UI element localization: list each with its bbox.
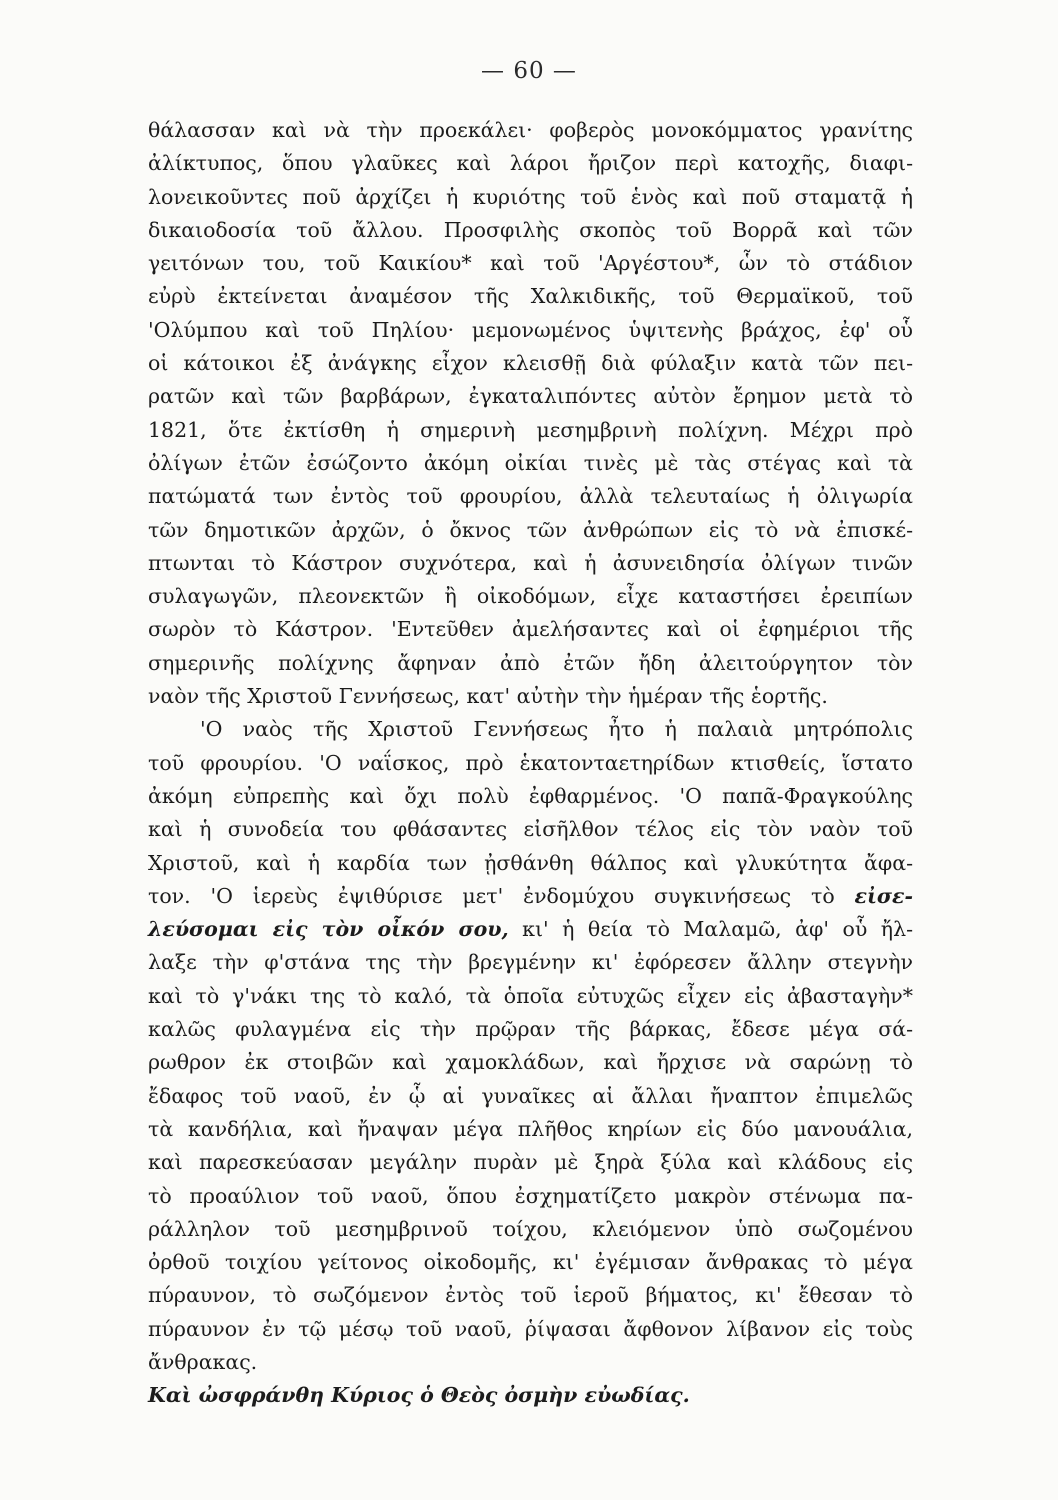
text-line: πατώματά των ἐντὸς τοῦ φρουρίου, ἀλλὰ τελευταίως ἡ ὀλιγωρία bbox=[148, 484, 913, 509]
text-line: καλῶς φυλαγμένα εἰς τὴν πρῷραν τῆς βάρκας, ἔδεσε μέγα σά- bbox=[148, 1017, 913, 1042]
text-line: ναὸν τῆς Χριστοῦ Γεννήσεως, κατ' αὐτὴν τὴν ἡμέραν τῆς ἑορτῆς. bbox=[148, 684, 828, 709]
text-line: ὀρθοῦ τοιχίου γείτονος οἰκοδομῆς, κι' ἐγέμισαν ἄνθρακας τὸ μέγα bbox=[148, 1250, 913, 1275]
text-line: καὶ ἡ συνοδεία του φθάσαντες εἰσῆλθον τέλος εἰς τὸν ναὸν τοῦ bbox=[148, 817, 913, 842]
text-line: θάλασσαν καὶ νὰ τὴν προεκάλει· φοβερὸς μονοκόμματος γρανίτης bbox=[148, 118, 913, 142]
text-line: σωρὸν τὸ Κάστρον. 'Εντεῦθεν ἀμελήσαντες καὶ οἱ ἐφημέριοι τῆς bbox=[148, 617, 913, 642]
text-line: εὐρὺ ἐκτείνεται ἀναμέσον τῆς Χαλκιδικῆς, τοῦ Θερμαϊκοῦ, τοῦ bbox=[148, 284, 913, 309]
emphasized-quote: εἰσε- bbox=[854, 883, 913, 908]
text-line: ἀλίκτυπος, ὅπου γλαῦκες καὶ λάροι ἤριζον περὶ κατοχῆς, διαφι- bbox=[148, 151, 913, 176]
text-line: ἔδαφος τοῦ ναοῦ, ἐν ᾧ αἱ γυναῖκες αἱ ἄλλαι ἤναπτον ἐπιμελῶς bbox=[148, 1083, 913, 1108]
text-line: ἀκόμη εὐπρεπὴς καὶ ὄχι πολὺ ἐφθαρμένος. 'Ο παπᾶ-Φραγκούλης bbox=[148, 783, 913, 808]
paragraph-start-line: 'Ο ναὸς τῆς Χριστοῦ Γεννήσεως ἦτο ἡ παλαιὰ μητρόπολις bbox=[200, 717, 913, 742]
text-line: καὶ παρεσκεύασαν μεγάλην πυρὰν μὲ ξηρὰ ξύλα καὶ κλάδους εἰς bbox=[148, 1150, 913, 1175]
text-line-final bbox=[148, 1379, 913, 1412]
text-line: ἄνθρακας. bbox=[148, 1349, 258, 1374]
text-line: λονεικοῦντες ποῦ ἀρχίζει ἡ κυριότης τοῦ ἑνὸς καὶ ποῦ σταματᾷ ἡ bbox=[148, 184, 913, 209]
text-line: οἱ κάτοικοι ἐξ ἀνάγκης εἶχον κλεισθῇ διὰ φύλαξιν κατὰ τῶν πει- bbox=[148, 351, 913, 376]
text-line: γειτόνων του, τοῦ Καικίου* καὶ τοῦ 'Αργέστου*, ὧν τὸ στάδιον bbox=[148, 251, 913, 276]
text-segment: τον. 'Ο ἱερεὺς ἐψιθύρισε μετ' ἐνδομύχου συγκινήσεως τὸ bbox=[148, 883, 835, 908]
text-line: συλαγωγῶν, πλεονεκτῶν ἢ οἰκοδόμων, εἶχε καταστήσει ἐρειπίων bbox=[148, 584, 913, 609]
text-line: πύραυνον, τὸ σωζόμενον ἐντὸς τοῦ ἱεροῦ βήματος, κι' ἔθεσαν τὸ bbox=[148, 1283, 913, 1308]
text-line: καὶ τὸ γ'νάκι της τὸ καλό, τὰ ὁποῖα εὐτυχῶς εἶχεν εἰς ἀβασταγὴν* bbox=[148, 983, 913, 1008]
text-line: δικαιοδοσία τοῦ ἄλλου. Προσφιλὴς σκοπὸς τοῦ Βορρᾶ καὶ τῶν bbox=[148, 217, 913, 242]
page-number: — 60 — bbox=[481, 58, 577, 84]
body-text bbox=[148, 114, 913, 1413]
text-line: πτωνται τὸ Κάστρον συχνότερα, καὶ ἡ ἀσυνειδησία ὀλίγων τινῶν bbox=[148, 550, 913, 575]
text-line-with-emphasis bbox=[148, 880, 913, 913]
text-line: σημερινῆς πολίχνης ἄφηναν ἀπὸ ἐτῶν ἤδη ἀλειτούργητον τὸν bbox=[148, 650, 913, 675]
text-line: τοῦ φρουρίου. 'Ο ναΐσκος, πρὸ ἑκατονταετηρίδων κτισθείς, ἵστατο bbox=[148, 750, 913, 775]
text-line: ράλληλον τοῦ μεσημβρινοῦ τοίχου, κλειόμενον ὑπὸ σωζομένου bbox=[148, 1216, 913, 1241]
text-line: ρωθρον ἐκ στοιβῶν καὶ χαμοκλάδων, καὶ ἤρχισε νὰ σαρώνῃ τὸ bbox=[148, 1050, 913, 1075]
text-line: τὰ κανδήλια, καὶ ἤναψαν μέγα πλῆθος κηρίων εἰς δύο μανουάλια, bbox=[148, 1116, 913, 1141]
text-line: 1821, ὅτε ἐκτίσθη ἡ σημερινὴ μεσημβρινὴ πολίχνη. Μέχρι πρὸ bbox=[148, 417, 913, 442]
emphasized-quote: Καὶ ὠσφράνθη Κύριος ὁ Θεὸς ὀσμὴν εὐωδίας. bbox=[148, 1383, 690, 1408]
text-line: τῶν δημοτικῶν ἀρχῶν, ὁ ὄκνος τῶν ἀνθρώπων εἰς τὸ νὰ ἐπισκέ- bbox=[148, 517, 913, 542]
text-line: πύραυνον ἐν τῷ μέσῳ τοῦ ναοῦ, ῥίψασαι ἄφθονον λίβανον εἰς τοὺς bbox=[148, 1316, 913, 1341]
text-line-with-emphasis bbox=[148, 913, 913, 946]
text-segment: κι' ἡ θεία τὸ Μαλαμῶ, ἀφ' οὗ ἤλ- bbox=[522, 917, 913, 942]
text-line: ὀλίγων ἐτῶν ἐσώζοντο ἀκόμη οἰκίαι τινὲς μὲ τὰς στέγας καὶ τὰ bbox=[148, 450, 913, 475]
text-line: 'Ολύμπου καὶ τοῦ Πηλίου· μεμονωμένος ὑψιτενὴς βράχος, ἐφ' οὗ bbox=[148, 317, 913, 342]
emphasized-quote: λεύσομαι εἰς τὸν οἶκόν σου, bbox=[148, 917, 509, 942]
text-line: ρατῶν καὶ τῶν βαρβάρων, ἐγκαταλιπόντες αὐτὸν ἔρημον μετὰ τὸ bbox=[148, 384, 913, 409]
text-line: τὸ προαύλιον τοῦ ναοῦ, ὅπου ἐσχηματίζετο μακρὸν στένωμα πα- bbox=[148, 1183, 913, 1208]
text-line: λαξε τὴν φ'στάνα της τὴν βρεγμένην κι' ἐφόρεσεν ἄλλην στεγνὴν bbox=[148, 950, 913, 975]
text-line: Χριστοῦ, καὶ ἡ καρδία των ᾐσθάνθη θάλπος καὶ γλυκύτητα ἄφα- bbox=[148, 850, 913, 875]
